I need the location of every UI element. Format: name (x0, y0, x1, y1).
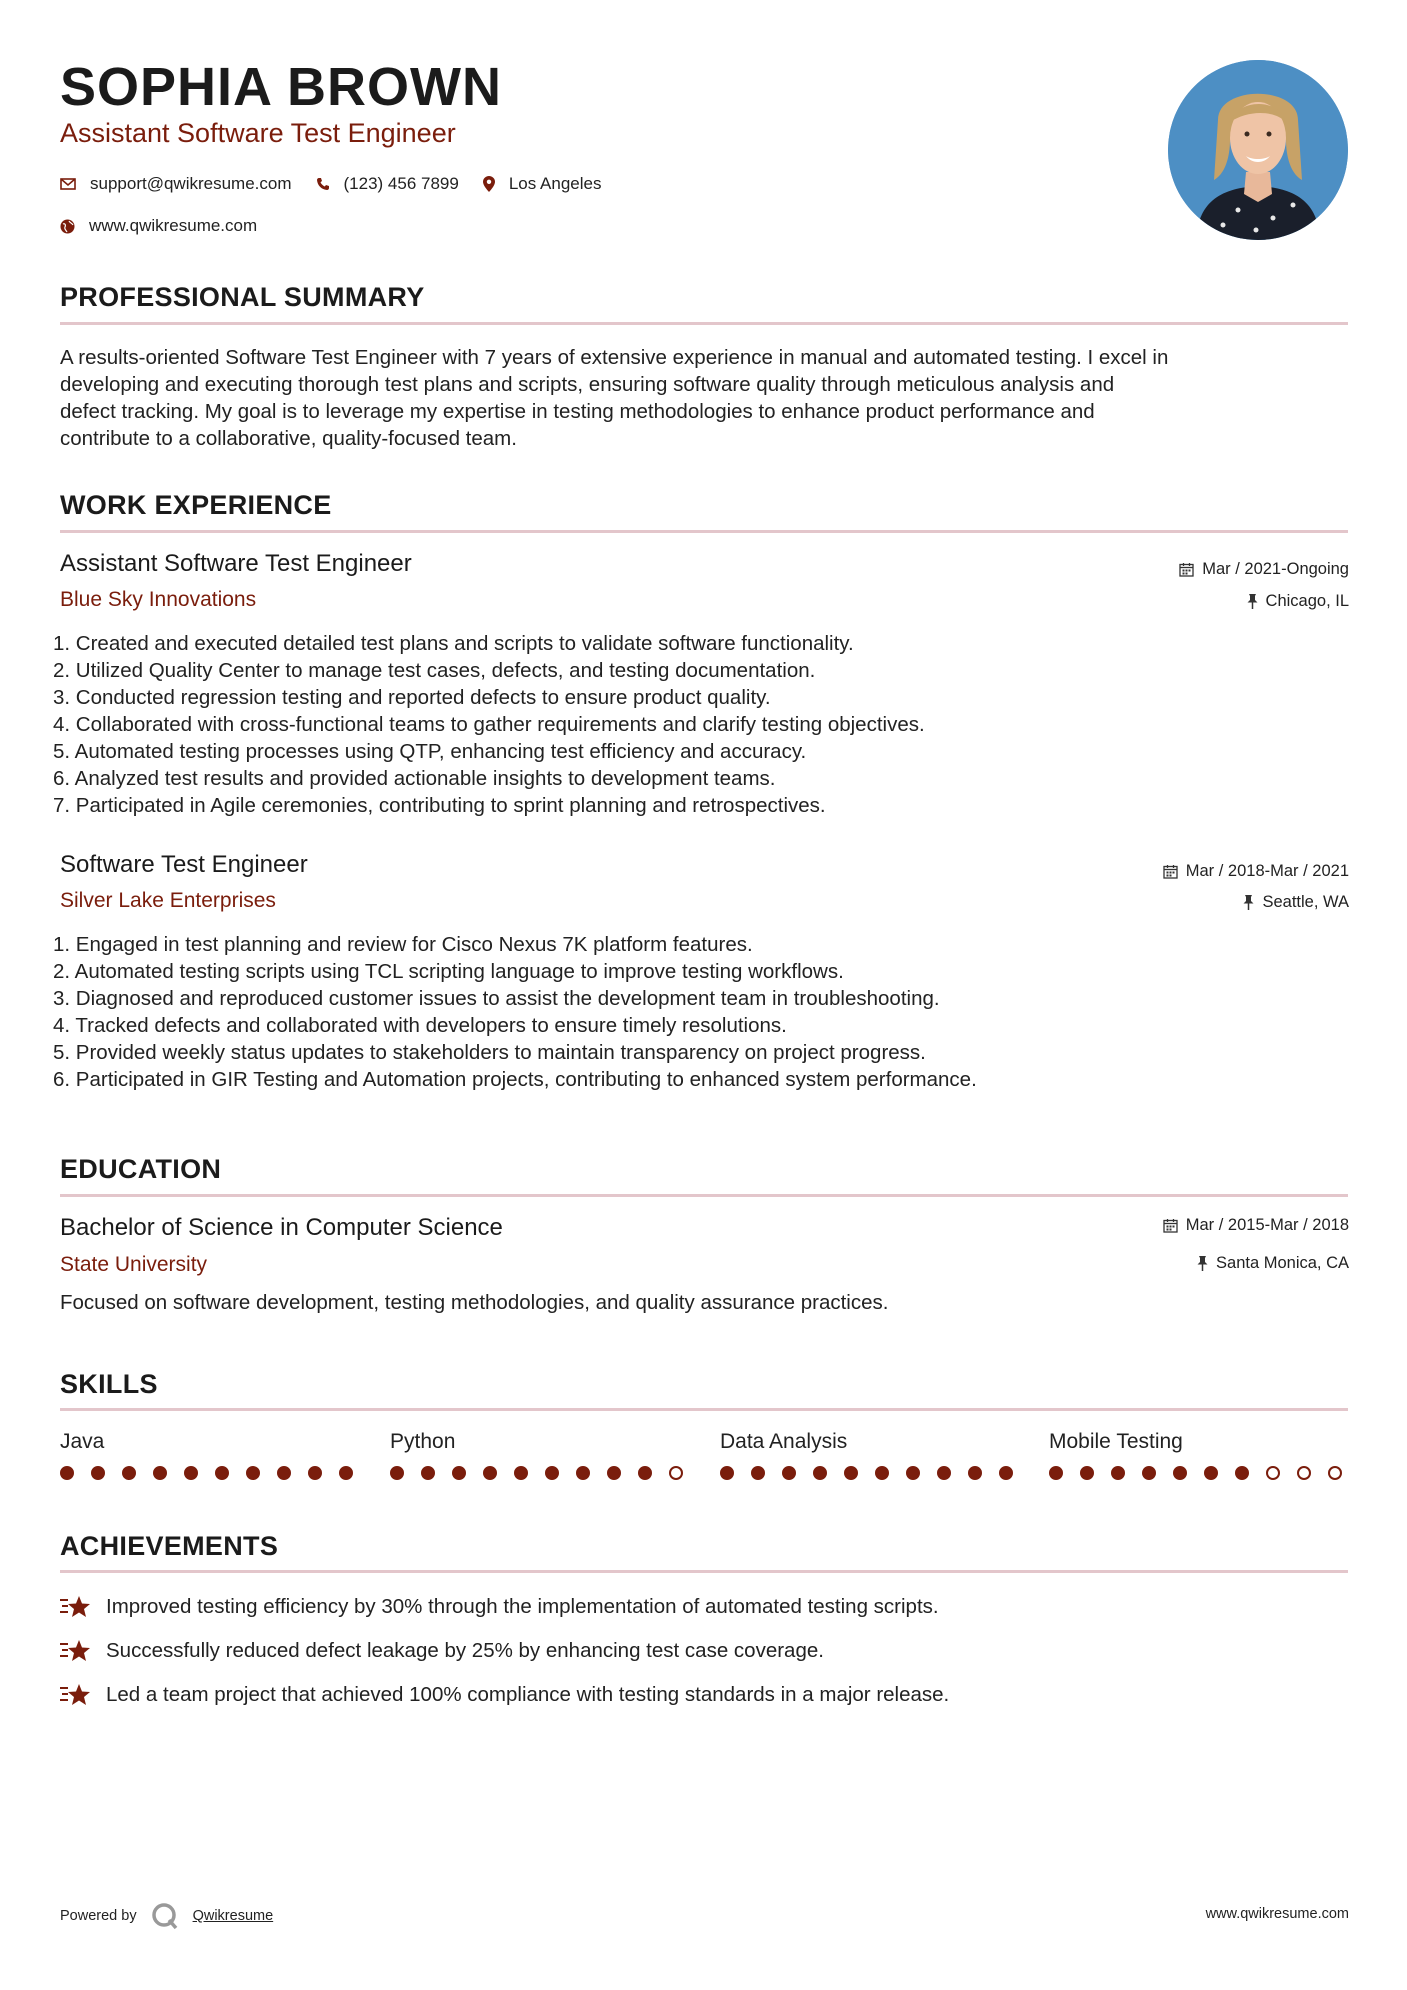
skills-heading: SKILLS (60, 1369, 158, 1399)
skill-item (720, 1430, 1020, 1454)
rating-dot-filled (844, 1466, 858, 1480)
pushpin-icon (1197, 1256, 1208, 1271)
job-dates-text: Mar / 2018-Mar / 2021 (1185, 862, 1349, 880)
phone-item[interactable] (316, 174, 459, 194)
calendar-icon (1179, 562, 1194, 577)
section-divider (60, 1194, 1348, 1197)
summary-heading: PROFESSIONAL SUMMARY (60, 282, 425, 312)
rating-dot-filled (968, 1466, 982, 1480)
summary-line: developing and executing thorough test plans and scripts, ensuring software quality through meticulous analysis and (60, 373, 1115, 396)
list-item: 6. Analyzed test results and provided actionable insights to development teams. (53, 767, 776, 790)
achievements-heading: ACHIEVEMENTS (60, 1531, 279, 1561)
rating-dot-filled (483, 1466, 497, 1480)
skill-rating (390, 1466, 700, 1480)
star-award-icon (60, 1682, 92, 1708)
achievement-text: Led a team project that achieved 100% compliance with testing standards in a major release. (106, 1683, 950, 1706)
rating-dot-empty (1266, 1466, 1280, 1480)
skill-name: Mobile Testing (1049, 1430, 1183, 1453)
section-divider (60, 530, 1348, 533)
job-location (1247, 592, 1349, 611)
rating-dot-filled (1173, 1466, 1187, 1480)
rating-dot-filled (60, 1466, 74, 1480)
footer-url[interactable]: www.qwikresume.com (1205, 1906, 1349, 1922)
list-item: 1. Engaged in test planning and review for Cisco Nexus 7K platform features. (53, 933, 753, 956)
school-name: State University (60, 1253, 208, 1276)
degree-title: Bachelor of Science in Computer Science (60, 1214, 503, 1241)
calendar-icon (1163, 1218, 1178, 1233)
rating-dot-filled (390, 1466, 404, 1480)
list-item: 1. Created and executed detailed test plans and scripts to validate software functionality. (53, 632, 854, 655)
experience-heading: WORK EXPERIENCE (60, 490, 332, 520)
achievement-text: Successfully reduced defect leakage by 25% by enhancing test case coverage. (106, 1639, 824, 1662)
job-bullets (53, 931, 977, 1093)
achievement-item (60, 1594, 939, 1620)
rating-dot-filled (1142, 1466, 1156, 1480)
rating-dot-filled (246, 1466, 260, 1480)
envelope-icon (60, 178, 76, 190)
summary-line: contribute to a collaborative, quality-focused team. (60, 427, 517, 450)
skill-rating (60, 1466, 370, 1480)
rating-dot-filled (607, 1466, 621, 1480)
list-item: 3. Diagnosed and reproduced customer issues to assist the development team in troubleshooting. (53, 987, 940, 1010)
job-bullets (53, 630, 925, 819)
job-title: Software Test Engineer (60, 851, 308, 878)
achievement-item (60, 1638, 824, 1664)
rating-dot-filled (91, 1466, 105, 1480)
rating-dot-filled (782, 1466, 796, 1480)
skill-item (60, 1430, 360, 1454)
candidate-name: SOPHIA BROWN (60, 57, 502, 117)
summary-text (60, 344, 1350, 452)
location-item (483, 174, 602, 194)
rating-dot-filled (999, 1466, 1013, 1480)
skill-name: Java (60, 1430, 105, 1453)
phone-icon (316, 177, 330, 191)
achievement-item (60, 1682, 949, 1708)
rating-dot-filled (720, 1466, 734, 1480)
phone-text: (123) 456 7899 (343, 174, 459, 193)
rating-dot-filled (1204, 1466, 1218, 1480)
education-location (1197, 1254, 1349, 1273)
rating-dot-empty (1328, 1466, 1342, 1480)
list-item: 2. Utilized Quality Center to manage test cases, defects, and testing documentation. (53, 659, 816, 682)
job-dates-text: Mar / 2021-Ongoing (1202, 560, 1349, 578)
rating-dot-filled (937, 1466, 951, 1480)
rating-dot-filled (1049, 1466, 1063, 1480)
rating-dot-filled (122, 1466, 136, 1480)
powered-by-label: Powered by (60, 1908, 137, 1924)
education-description: Focused on software development, testing methodologies, and quality assurance practices. (60, 1291, 889, 1314)
qwikresume-link[interactable]: Qwikresume (192, 1908, 274, 1924)
calendar-icon (1163, 864, 1178, 879)
rating-dot-filled (277, 1466, 291, 1480)
footer-powered-by (60, 1902, 273, 1930)
pushpin-icon (1243, 895, 1254, 910)
candidate-title: Assistant Software Test Engineer (60, 118, 456, 148)
rating-dot-filled (215, 1466, 229, 1480)
rating-dot-filled (339, 1466, 353, 1480)
rating-dot-filled (545, 1466, 559, 1480)
summary-line: defect tracking. My goal is to leverage my expertise in testing methodologies to enhance product performance and (60, 400, 1095, 423)
education-heading: EDUCATION (60, 1154, 222, 1184)
rating-dot-filled (751, 1466, 765, 1480)
rating-dot-filled (1080, 1466, 1094, 1480)
star-award-icon (60, 1594, 92, 1620)
rating-dot-filled (638, 1466, 652, 1480)
rating-dot-filled (1111, 1466, 1125, 1480)
qwikresume-logo-icon (151, 1902, 181, 1930)
rating-dot-filled (514, 1466, 528, 1480)
job-location (1243, 893, 1349, 912)
profile-photo (1168, 60, 1348, 240)
list-item: 7. Participated in Agile ceremonies, contributing to sprint planning and retrospectives. (53, 794, 826, 817)
job-location-text: Seattle, WA (1262, 893, 1349, 911)
education-location-text: Santa Monica, CA (1216, 1254, 1349, 1272)
list-item: 3. Conducted regression testing and reported defects to ensure product quality. (53, 686, 771, 709)
section-divider (60, 1570, 1348, 1573)
website-text: www.qwikresume.com (89, 216, 258, 235)
email-text: support@qwikresume.com (90, 174, 292, 193)
skill-name: Data Analysis (720, 1430, 848, 1453)
summary-line: A results-oriented Software Test Engineer with 7 years of extensive experience in manual and automated testing. I excel in (60, 346, 1169, 369)
rating-dot-filled (421, 1466, 435, 1480)
job-company: Blue Sky Innovations (60, 588, 257, 611)
map-pin-icon (483, 176, 495, 192)
rating-dot-filled (1235, 1466, 1249, 1480)
job-location-text: Chicago, IL (1265, 592, 1349, 610)
rating-dot-filled (813, 1466, 827, 1480)
rating-dot-filled (184, 1466, 198, 1480)
skill-item (390, 1430, 690, 1454)
rating-dot-filled (153, 1466, 167, 1480)
section-divider (60, 1408, 1348, 1411)
globe-icon (60, 219, 75, 234)
skill-rating (720, 1466, 1030, 1480)
email-item[interactable] (60, 174, 292, 194)
education-dates (1163, 1216, 1349, 1235)
rating-dot-filled (906, 1466, 920, 1480)
contact-row-2 (60, 216, 281, 236)
job-title: Assistant Software Test Engineer (60, 550, 412, 577)
list-item: 4. Collaborated with cross-functional teams to gather requirements and clarify testing objectives. (53, 713, 925, 736)
list-item: 4. Tracked defects and collaborated with developers to ensure timely resolutions. (53, 1014, 787, 1037)
rating-dot-filled (308, 1466, 322, 1480)
list-item: 2. Automated testing scripts using TCL scripting language to improve testing workflows. (53, 960, 844, 983)
location-text: Los Angeles (508, 174, 602, 193)
section-divider (60, 322, 1348, 325)
rating-dot-filled (576, 1466, 590, 1480)
job-dates (1163, 862, 1349, 881)
rating-dot-empty (669, 1466, 683, 1480)
list-item: 5. Automated testing processes using QTP, enhancing test efficiency and accuracy. (53, 740, 807, 763)
rating-dot-filled (875, 1466, 889, 1480)
job-dates (1179, 560, 1349, 579)
list-item: 6. Participated in GIR Testing and Automation projects, contributing to enhanced system performance. (53, 1068, 977, 1091)
pushpin-icon (1247, 594, 1258, 609)
rating-dot-filled (452, 1466, 466, 1480)
skill-rating (1049, 1466, 1359, 1480)
job-company: Silver Lake Enterprises (60, 889, 276, 912)
website-item[interactable] (60, 216, 257, 236)
star-award-icon (60, 1638, 92, 1664)
skill-item (1049, 1430, 1349, 1454)
achievement-text: Improved testing efficiency by 30% through the implementation of automated testing scripts. (106, 1595, 939, 1618)
contact-row (60, 174, 625, 194)
education-dates-text: Mar / 2015-Mar / 2018 (1185, 1216, 1349, 1234)
list-item: 5. Provided weekly status updates to stakeholders to maintain transparency on project progress. (53, 1041, 926, 1064)
skill-name: Python (390, 1430, 456, 1453)
rating-dot-empty (1297, 1466, 1311, 1480)
